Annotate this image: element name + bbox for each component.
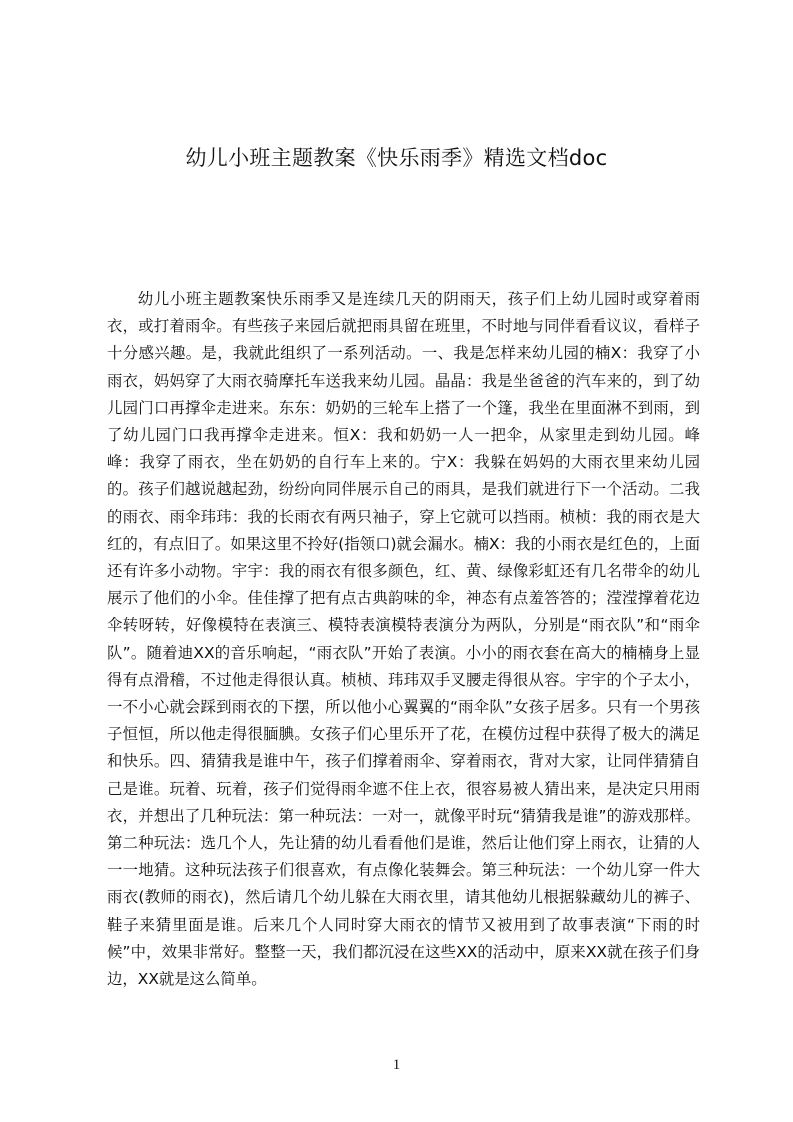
document-title: 幼儿小班主题教案《快乐雨季》精选文档doc bbox=[185, 146, 608, 170]
page-number: 1 bbox=[392, 1057, 401, 1073]
body-paragraph: 幼儿小班主题教案快乐雨季又是连续几天的阴雨天，孩子们上幼儿园时或穿着雨衣，或打着雨伞。有些孩子来园后就把雨具留在班里，不时地与同伴看看议议，看样子十分感兴趣。是，我就此组织了一系列活动。一、我是怎样来幼儿园的楠X：我穿了小雨衣，妈妈穿了大雨衣骑摩托车送我来幼儿园。晶晶：我是坐爸爸的汽车来的，到了幼儿园门口再撑伞走进来。东东：奶奶的三轮车上搭了一个篷，我坐在里面淋不到雨，到了幼儿园门口我再撑伞走进来。恒X：我和奶奶一人一把伞，从家里走到幼儿园。峰峰：我穿了雨衣，坐在奶奶的自行车上来的。宁X：我躲在妈妈的大雨衣里来幼儿园的。孩子们越说越起劲，纷纷向同伴展示自己的雨具，是我们就进行下一个活动。二我的雨衣、雨伞玮玮：我的长雨衣有两只袖子，穿上它就可以挡雨。桢桢：我的雨衣是大红的，有点旧了。如果这里不拎好(指领口)就会漏水。楠X：我的小雨衣是红色的，上面还有许多小动物。宇宇：我的雨衣有很多颜色，红、黄、绿像彩虹还有几名带伞的幼儿展示了他们的小伞。佳佳撑了把有点古典韵味的伞，神态有点羞答答的；滢滢撑着花边伞转呀转，好像模特在表演三、模特表演模特表演分为两队，分别是“雨衣队”和“雨伞队”。随着迪XX的音乐响起，“雨衣队”开始了表演。小小的雨衣套在高大的楠楠身上显得有点滑稽，不过他走得很认真。桢桢、玮玮双手叉腰走得很从容。宇宇的个子太小，一不小心就会踩到雨衣的下摆，所以他小心翼翼的“雨伞队”女孩子居多。只有一个男孩子恒恒，所以他走得很腼腆。女孩子们心里乐开了花，在模仿过程中获得了极大的满足和快乐。四、猜猜我是谁中午，孩子们撑着雨伞、穿着雨衣，背对大家，让同伴猜猜自己是谁。玩着、玩着，孩子们觉得雨伞遮不住上衣，很容易被人猜出来，是决定只用雨衣，并想出了几种玩法：第一种玩法：一对一，就像平时玩“猜猜我是谁”的游戏那样。第二种玩法：选几个人，先让猜的幼儿看看他们是谁，然后让他们穿上雨衣，让猜的人一一地猜。这种玩法孩子们很喜欢，有点像化装舞会。第三种玩法：一个幼儿穿一件大雨衣(教师的雨衣)，然后请几个幼儿躲在大雨衣里，请其他幼儿根据躲藏幼儿的裤子、鞋子来猜里面是谁。后来几个人同时穿大雨衣的情节又被用到了故事表演“下雨的时候”中，效果非常好。整整一天，我们都沉浸在这些XX的活动中，原来XX就在孩子们身边，XX就是这么简单。 bbox=[107, 290, 700, 989]
